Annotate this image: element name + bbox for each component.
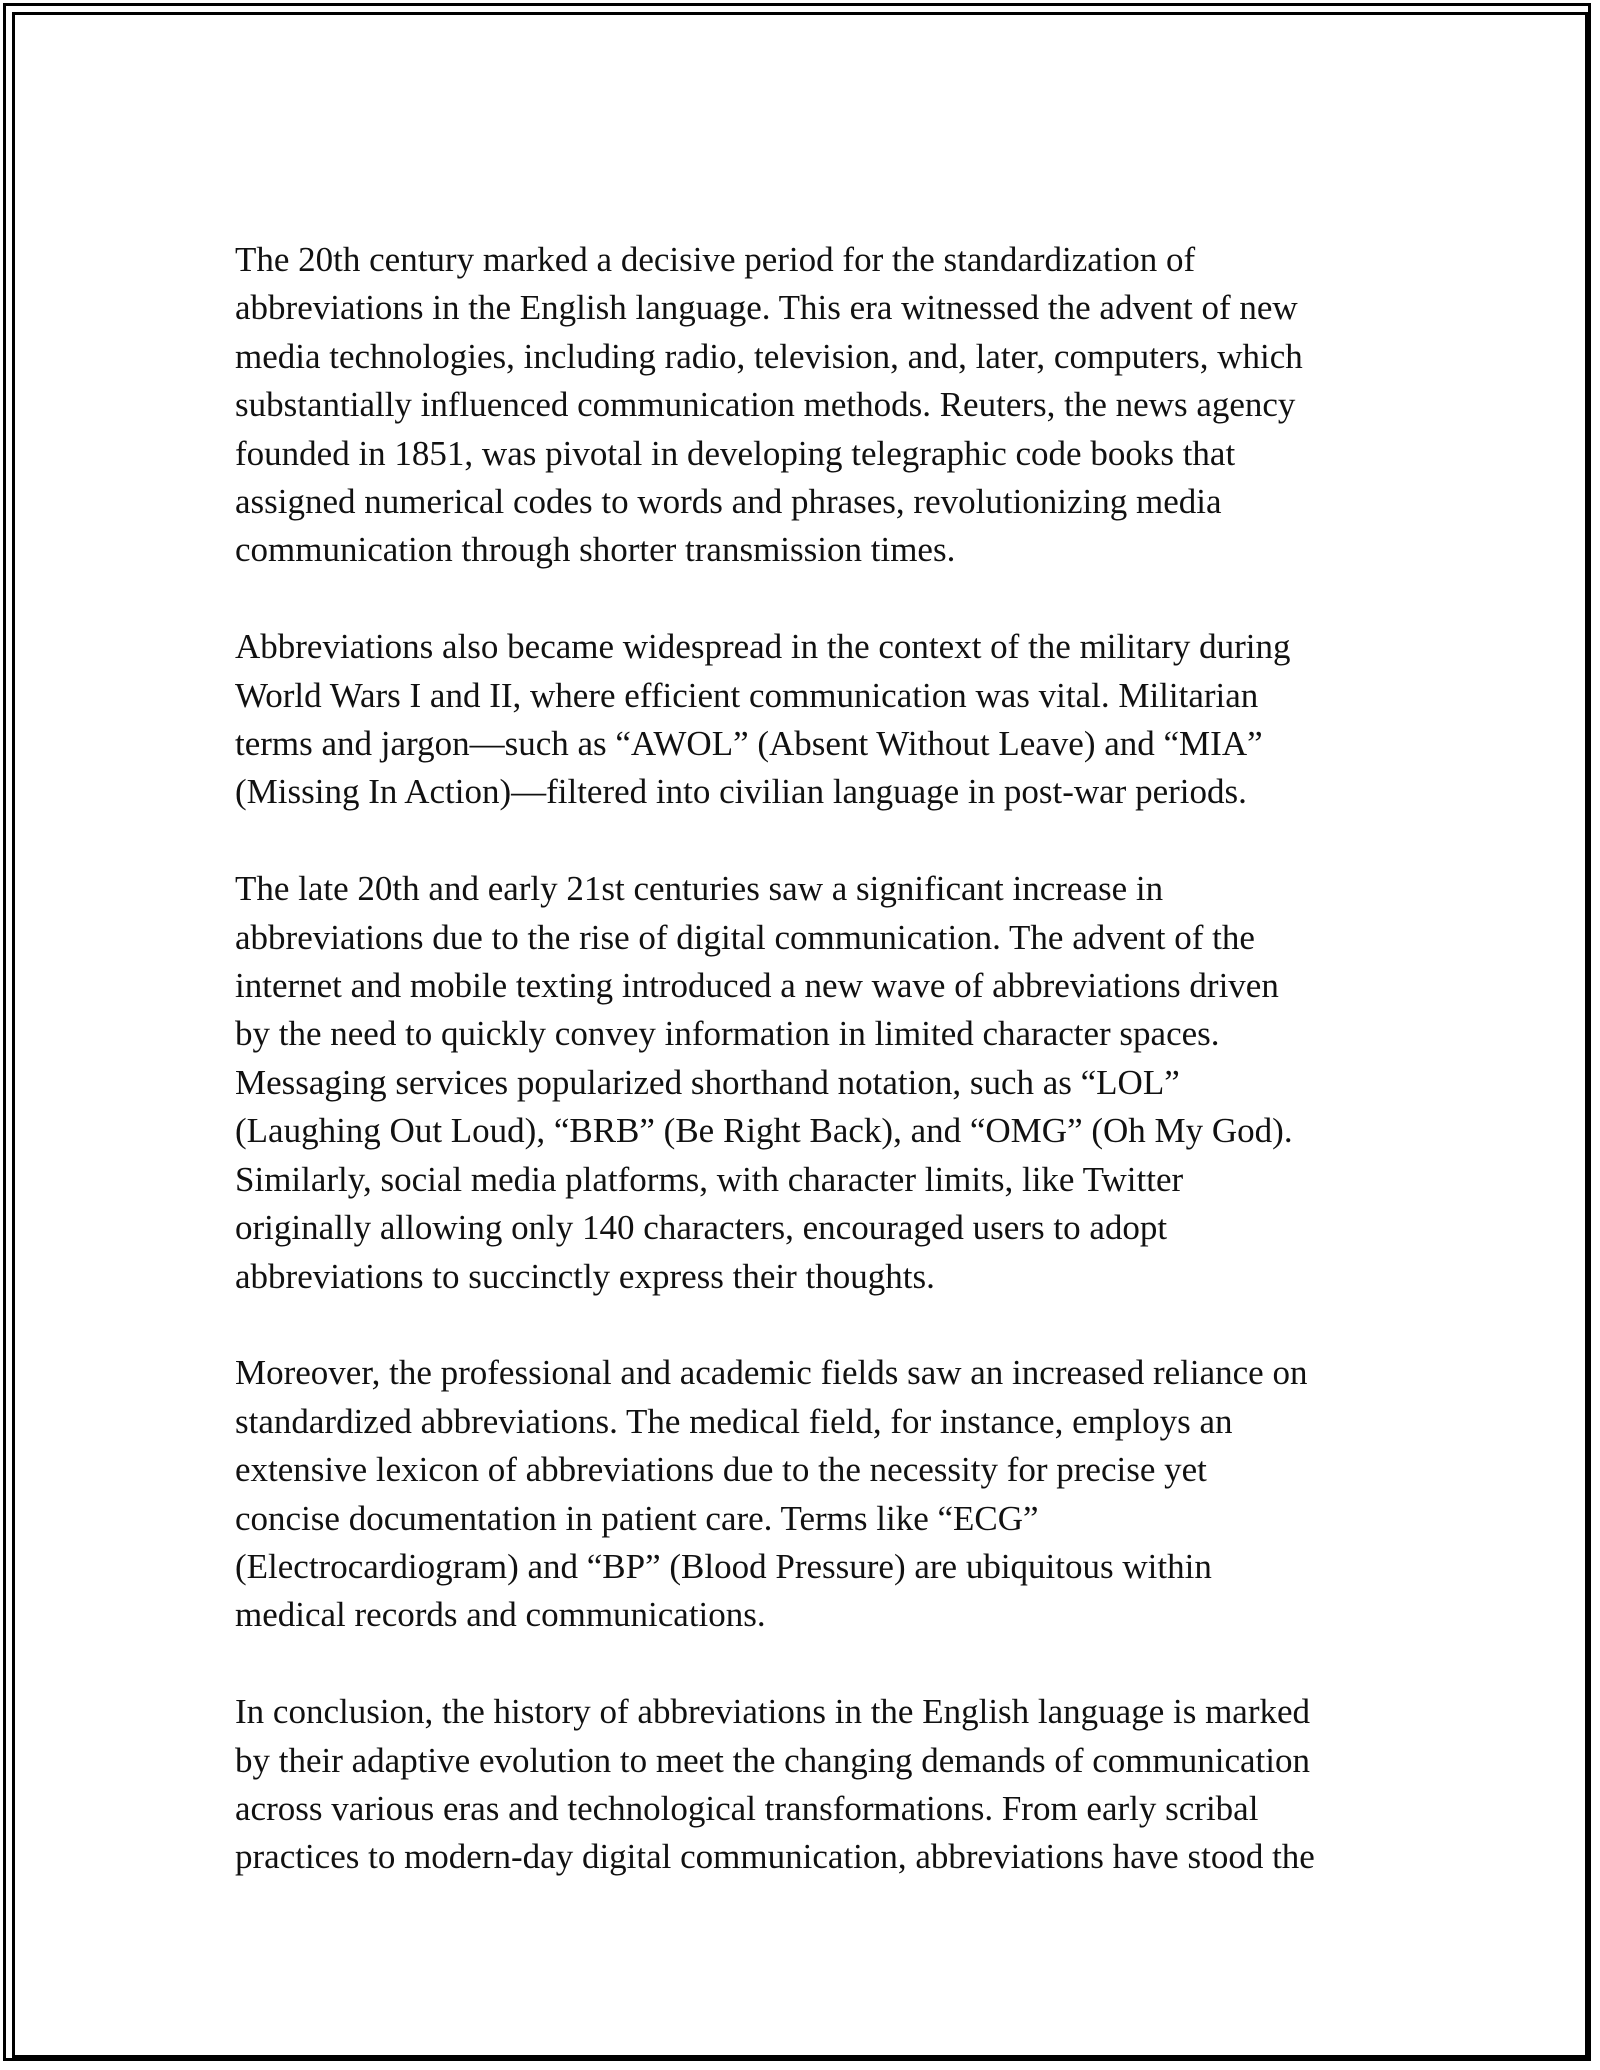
text-line: substantially influenced communication methods. Reuters, the news agency bbox=[235, 385, 1296, 425]
text-line: extensive lexicon of abbreviations due to the necessity for precise yet bbox=[235, 1450, 1207, 1490]
text-line: (Electrocardiogram) and “BP” (Blood Pressure) are ubiquitous within bbox=[235, 1546, 1212, 1586]
paragraph-2 bbox=[235, 623, 1375, 817]
text-line: originally allowing only 140 characters, encouraged users to adopt bbox=[235, 1208, 1168, 1248]
text-line: Similarly, social media platforms, with character limits, like Twitter bbox=[235, 1159, 1184, 1199]
text-line: Moreover, the professional and academic fields saw an increased reliance on bbox=[235, 1353, 1308, 1393]
text-line: The late 20th and early 21st centuries saw a significant increase in bbox=[235, 869, 1164, 909]
text-line: by their adaptive evolution to meet the changing demands of communication bbox=[235, 1740, 1310, 1780]
paragraph-3 bbox=[235, 865, 1375, 1301]
text-line: across various eras and technological transformations. From early scribal bbox=[235, 1788, 1259, 1828]
paragraph-1 bbox=[235, 236, 1375, 575]
text-line: World Wars I and II, where efficient communication was vital. Militarian bbox=[235, 675, 1259, 715]
text-line: (Laughing Out Loud), “BRB” (Be Right Back), and “OMG” (Oh My God). bbox=[235, 1111, 1293, 1151]
paragraph-5 bbox=[235, 1688, 1375, 1882]
document-body bbox=[235, 236, 1375, 1930]
text-line: founded in 1851, was pivotal in developing telegraphic code books that bbox=[235, 433, 1236, 473]
paragraph-4 bbox=[235, 1349, 1375, 1639]
text-line: (Missing In Action)—filtered into civilian language in post-war periods. bbox=[235, 772, 1247, 812]
text-line: Abbreviations also became widespread in the context of the military during bbox=[235, 627, 1291, 667]
text-line: media technologies, including radio, television, and, later, computers, which bbox=[235, 336, 1303, 376]
text-line: practices to modern-day digital communication, abbreviations have stood the bbox=[235, 1837, 1315, 1877]
text-line: abbreviations to succinctly express their thoughts. bbox=[235, 1256, 935, 1296]
text-line: abbreviations in the English language. This era witnessed the advent of new bbox=[235, 288, 1298, 328]
text-line: by the need to quickly convey information in limited character spaces. bbox=[235, 1014, 1220, 1054]
text-line: The 20th century marked a decisive period for the standardization of bbox=[235, 240, 1196, 279]
text-line: concise documentation in patient care. Terms like “ECG” bbox=[235, 1498, 1039, 1538]
text-line: standardized abbreviations. The medical field, for instance, employs an bbox=[235, 1401, 1233, 1441]
text-line: internet and mobile texting introduced a new wave of abbreviations driven bbox=[235, 966, 1279, 1006]
text-line: communication through shorter transmission times. bbox=[235, 530, 956, 570]
text-line: medical records and communications. bbox=[235, 1595, 766, 1635]
text-line: terms and jargon—such as “AWOL” (Absent Without Leave) and “MIA” bbox=[235, 724, 1263, 764]
text-line: abbreviations due to the rise of digital communication. The advent of the bbox=[235, 917, 1255, 957]
text-line: assigned numerical codes to words and phrases, revolutionizing media bbox=[235, 482, 1222, 522]
text-line: Messaging services popularized shorthand notation, such as “LOL” bbox=[235, 1062, 1180, 1102]
text-line: In conclusion, the history of abbreviations in the English language is marked bbox=[235, 1692, 1311, 1732]
